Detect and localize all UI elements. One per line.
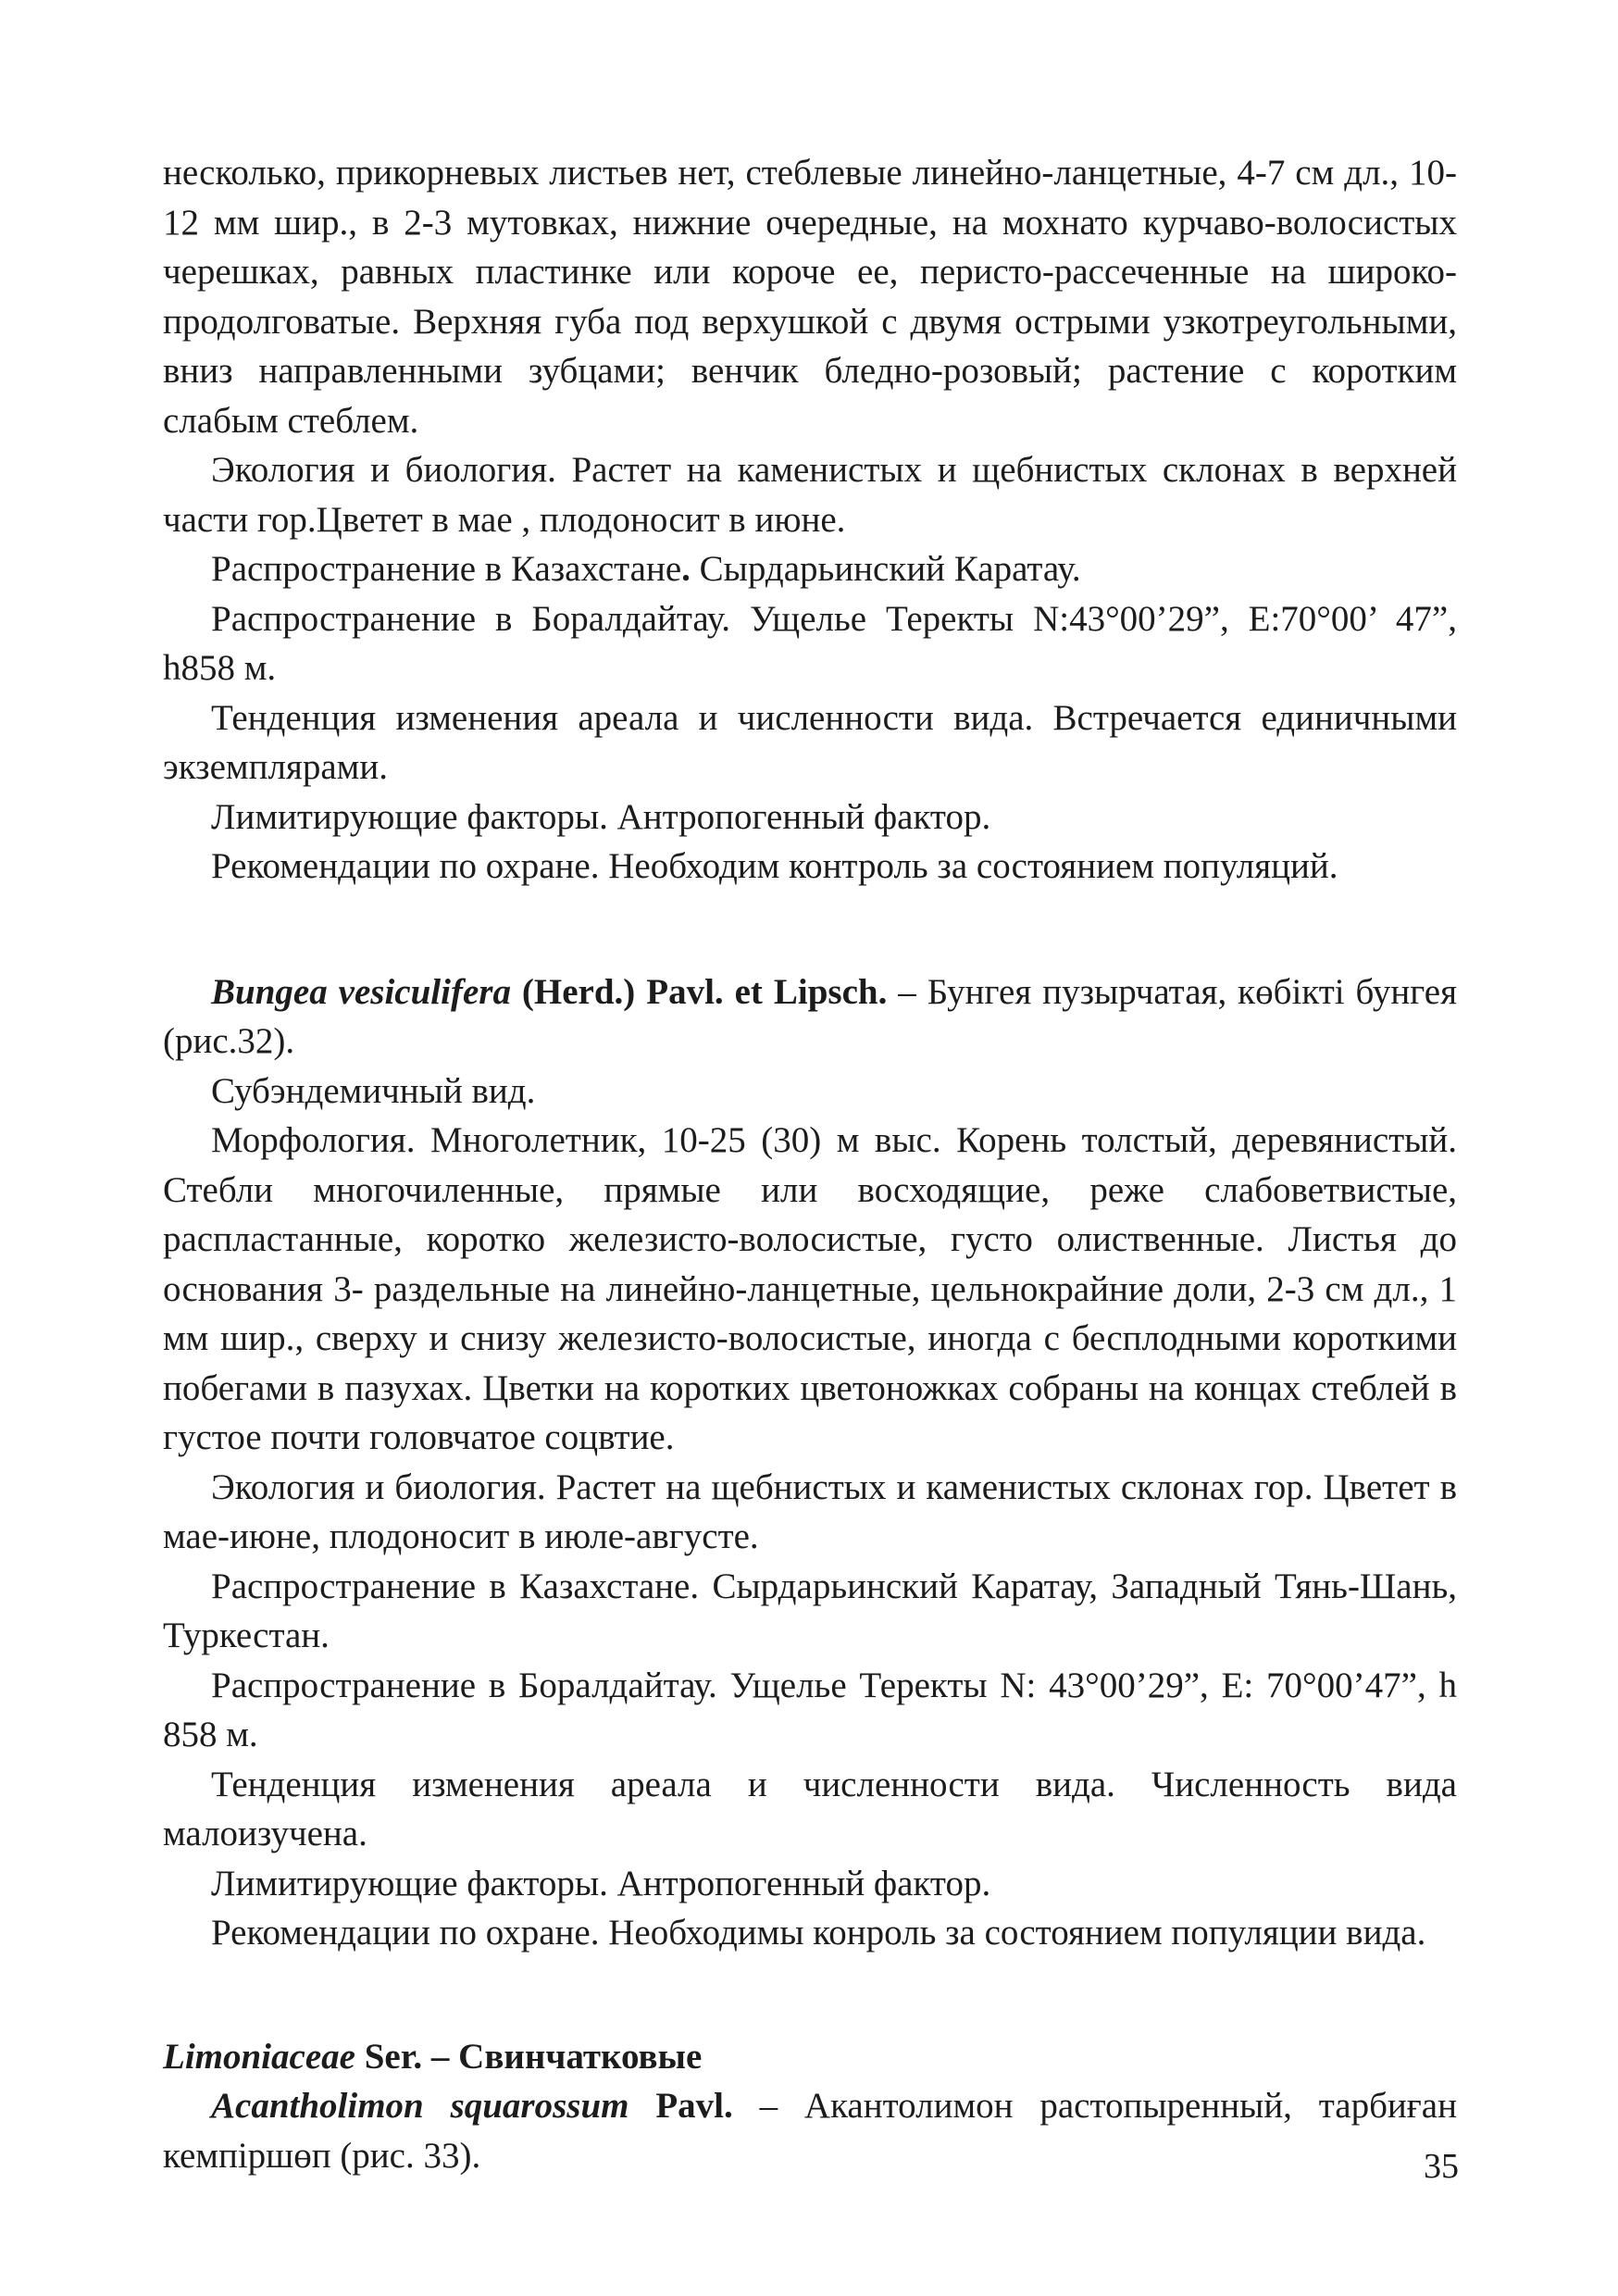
species-latin-name: Acantholimon squarossum <box>211 2086 629 2126</box>
trend-paragraph: Тенденция изменения ареала и численности вида. Численность вида малоизучена. <box>163 1764 1457 1853</box>
distribution-kazakhstan-text: Сырдарьинский Каратау. <box>690 549 1081 589</box>
page-number: 35 <box>1424 2147 1459 2186</box>
section-spacer <box>163 892 1457 967</box>
family-latin-name: Limoniaceae <box>163 2036 355 2077</box>
trend-paragraph: Тенденция изменения ареала и численности вида. Встречается единичными экземплярами. <box>163 697 1457 787</box>
species-common-name: – Бунгея пузырчатая, көбікті бунгея (рис.32). <box>163 971 1458 1061</box>
recommendations-paragraph: Рекомендации по охране. Необходимы конроль за состоянием популяции вида. <box>211 1913 1426 1953</box>
section-spacer <box>163 1958 1457 2032</box>
ecology-paragraph: Экология и биология. Растет на щебнистых и каменистых склонах гор. Цветет в мае-июне, плодоносит в июле-августе. <box>163 1466 1457 1556</box>
species-heading-bungea <box>163 967 1457 1067</box>
distribution-kazakhstan-label: Распространение в Казахстане <box>211 549 682 589</box>
distribution-boraldaitau-paragraph: Распространение в Боралдайтау. Ущелье Теректы N: 43°00’29”, E: 70°00’47”, h 858 м. <box>163 1665 1457 1754</box>
distribution-kazakhstan-dot: . <box>681 549 691 589</box>
distribution-kazakhstan-paragraph: Распространение в Казахстане. Сырдарьинский Каратау, Западный Тянь-Шань, Туркестан. <box>163 1566 1457 1655</box>
morphology-continuation: несколько, прикорневых листьев нет, стеблевые линейно-ланцетные, 4-7 см дл., 10-12 мм шир., в 2-3 мутовках, нижние очередные, на мохнато курчаво-волосистых черешках, равных пластинке или короче ее, перисто-рассеченные на широко-продолговатые. Верхняя губа под верхушкой с двумя острыми узкотреугольными, вниз направленными зубцами; венчик бледно-розовый; растение с коротким слабым стеблем. <box>163 153 1457 441</box>
species-authority: (Herd.) Pavl. et Lipsch. <box>510 971 888 1012</box>
distribution-boraldaitau-paragraph: Распространение в Боралдайтау. Ущелье Теректы N:43°00’29”, E:70°00’ 47”, h858 м. <box>163 598 1457 688</box>
species-heading-acantholimon <box>163 2081 1457 2180</box>
distribution-kazakhstan-paragraph <box>163 544 1457 594</box>
species-common-name: – Акантолимон растопыренный, тарбиған кемпіршөп (рис. 33). <box>163 2086 1457 2176</box>
species-latin-name: Bungea vesiculifera <box>211 971 511 1012</box>
family-rest: Ser. – Свинчатковые <box>355 2036 703 2077</box>
family-heading <box>163 2032 1457 2082</box>
morphology-paragraph: Морфология. Многолетник, 10-25 (30) м выс. Корень толстый, деревянистый. Стебли многочиленные, прямые или восходящие, реже слабоветвистые, распластанные, коротко железисто-волосистые, густо олиственные. Листья до основания 3- раздельные на линейно-ланцетные, цельнокрайние доли, 2-3 см дл., 1 мм шир., сверху и снизу железисто-волосистые, иногда с бесплодными короткими побегами в пазухах. Цветки на коротких цветоножках собраны на концах стеблей в густое почти головчатое соцвтие. <box>163 1120 1457 1457</box>
recommendations-paragraph: Рекомендации по охране. Необходим контроль за состоянием популяций. <box>211 846 1338 886</box>
ecology-paragraph: Экология и биология. Растет на каменистых и щебнистых склонах в верхней части гор.Цветет в мае , плодоносит в июне. <box>163 450 1457 540</box>
status-paragraph: Субэндемичный вид. <box>211 1070 536 1111</box>
limiting-factors-paragraph: Лимитирующие факторы. Антропогенный фактор. <box>211 1863 991 1903</box>
species-authority: Pavl. <box>629 2086 733 2126</box>
page-text <box>163 148 1457 2180</box>
limiting-factors-paragraph: Лимитирующие факторы. Антропогенный фактор. <box>211 796 991 837</box>
